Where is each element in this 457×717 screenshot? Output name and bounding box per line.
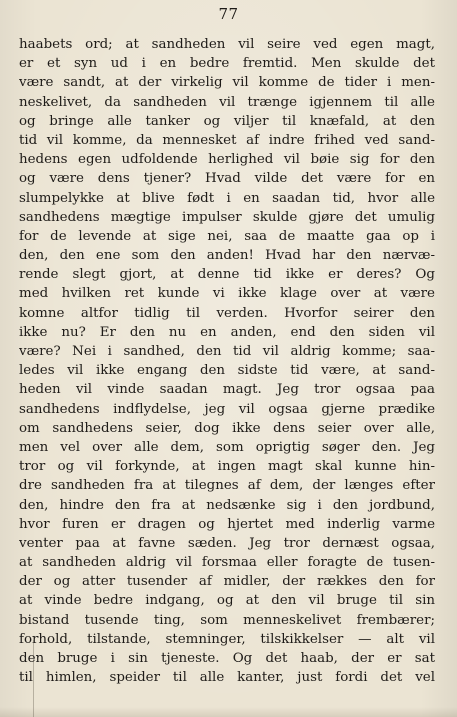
text-line: til himlen, speider til alle kanter, just fordi det vel: [19, 670, 435, 686]
text-line: og være dens tjener? Hvad vilde det være for en: [19, 171, 435, 187]
page-edge-shadow: [0, 707, 457, 717]
text-line: tror og vil forkynde, at ingen magt skal kunne hin-: [19, 459, 435, 475]
text-line: rende slegt gjort, at denne tid ikke er deres? Og: [19, 267, 435, 283]
text-line: at vinde bedre indgang, og at den vil bruge til sin: [19, 593, 435, 609]
text-line: heden vil vinde saadan magt. Jeg tror ogsaa paa: [19, 382, 435, 398]
text-line: den, den ene som den anden! Hvad har den nærvæ-: [19, 248, 435, 264]
body-text: [19, 35, 435, 687]
text-line: neskelivet, da sandheden vil trænge igjennem til alle: [19, 94, 435, 110]
text-line: den bruge i sin tjeneste. Og det haab, der er sat: [19, 651, 435, 666]
text-line: forhold, tilstande, stemninger, tilskikkelser — alt vil: [19, 631, 435, 647]
text-line: bistand tusende ting, som menneskelivet frembærer;: [19, 612, 435, 628]
text-line: være? Nei i sandhed, den tid vil aldrig komme; saa-: [19, 344, 435, 359]
text-line: slumpelykke at blive født i en saadan tid, hvor alle: [19, 190, 435, 206]
text-line: hedens egen udfoldende herlighed vil bøie sig for den: [19, 152, 435, 168]
text-line: haabets ord; at sandheden vil seire ved egen magt,: [19, 37, 435, 52]
text-line: der og atter tusender af midler, der rækkes den for: [19, 574, 435, 590]
text-line: tid vil komme, da mennesket af indre frihed ved sand-: [19, 132, 435, 148]
text-line: sandhedens mægtige impulser skulde gjøre det umulig: [19, 209, 435, 225]
text-line: være sandt, at der virkelig vil komme de tider i men-: [19, 75, 435, 91]
text-line: og bringe alle tanker og viljer til knæfald, at den: [19, 113, 435, 129]
page-number: 77: [218, 5, 239, 23]
text-line: for de levende at sige nei, saa de maatte gaa op i: [19, 228, 435, 244]
text-line: sandhedens indflydelse, jeg vil ogsaa gjerne prædike: [19, 401, 435, 417]
text-line: venter paa at favne sæden. Jeg tror dernæst ogsaa,: [19, 535, 435, 551]
text-line: at sandheden aldrig vil forsmaa eller foragte de tusen-: [19, 555, 435, 571]
text-line: hvor furen er dragen og hjertet med inderlig varme: [19, 516, 435, 532]
text-line: ledes vil ikke engang den sidste tid være, at sand-: [19, 363, 435, 379]
text-line: ikke nu? Er den nu en anden, end den siden vil: [19, 324, 435, 340]
text-line: om sandhedens seier, dog ikke dens seier over alle,: [19, 420, 435, 436]
text-line: er et syn ud i en bedre fremtid. Men skulde det: [19, 56, 435, 72]
text-line: dre sandheden fra at tilegnes af dem, der længes efter: [19, 478, 435, 494]
margin-rule: [33, 640, 34, 717]
text-line: komne altfor tidlig til verden. Hvorfor seirer den: [19, 305, 435, 321]
text-line: med hvilken ret kunde vi ikke klage over at være: [19, 286, 435, 302]
text-line: men vel over alle dem, som oprigtig søger den. Jeg: [19, 439, 435, 455]
text-line: den, hindre den fra at nedsænke sig i den jordbund,: [19, 497, 435, 513]
